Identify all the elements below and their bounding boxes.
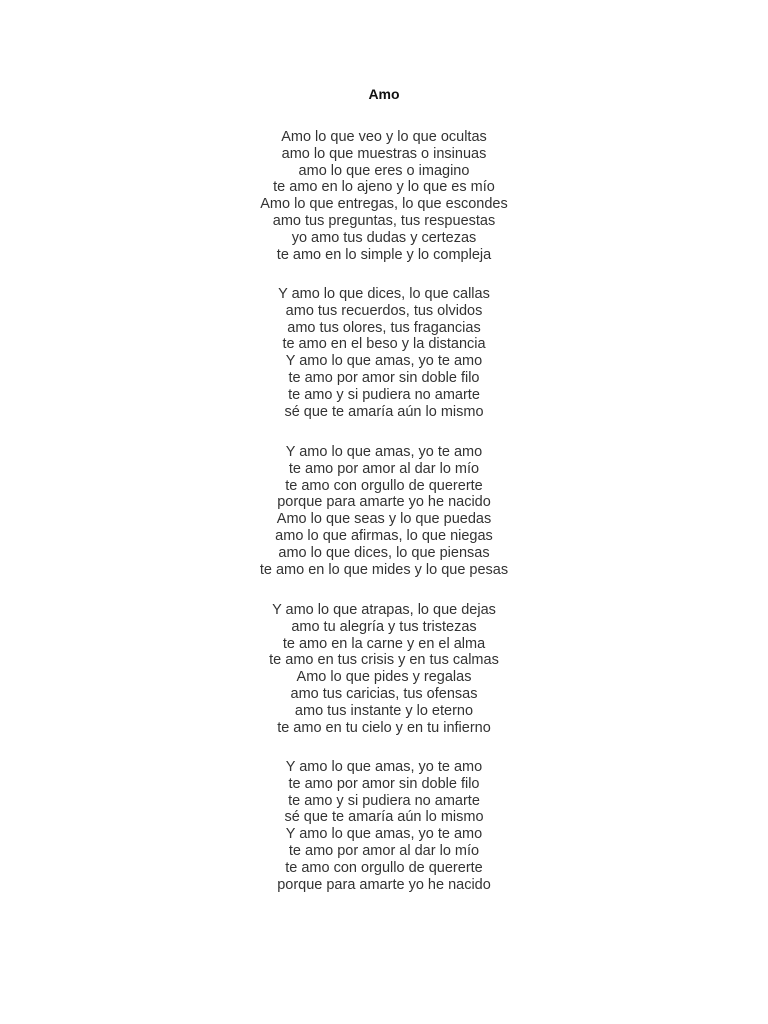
- poem-line: amo tus instante y lo eterno: [294, 702, 474, 719]
- poem-line: Y amo lo que amas, yo te amo: [285, 826, 483, 843]
- poem-line: sé que te amaría aún lo mismo: [284, 809, 484, 826]
- poem-line: Y amo lo que amas, yo te amo: [285, 353, 483, 370]
- poem-line: sé que te amaría aún lo mismo: [284, 403, 484, 420]
- poem-line: te amo por amor al dar lo mío: [288, 842, 480, 859]
- stanza-4: [0, 602, 768, 736]
- poem-line: te amo en lo que mides y lo que pesas: [259, 561, 509, 578]
- poem-line: te amo en la carne y en el alma: [282, 635, 486, 652]
- poem-line: te amo con orgullo de quererte: [285, 477, 483, 494]
- poem-line: Y amo lo que amas, yo te amo: [285, 444, 483, 460]
- stanza-5: [0, 759, 768, 893]
- poem-line: te amo en tus crisis y en tus calmas: [269, 652, 499, 669]
- stanza-2: [0, 286, 768, 420]
- poem-line: amo lo que afirmas, lo que niegas: [275, 527, 493, 544]
- poem-line: porque para amarte yo he nacido: [277, 876, 491, 893]
- poem-line: Amo lo que pides y regalas: [296, 669, 472, 686]
- poem-line: Y amo lo que amas, yo te amo: [285, 759, 483, 775]
- poem-line: amo tus caricias, tus ofensas: [290, 685, 478, 702]
- poem-line: te amo en lo simple y lo compleja: [276, 246, 492, 263]
- poem-line: amo lo que eres o imagino: [298, 162, 470, 179]
- poem-line: amo tus preguntas, tus respuestas: [272, 212, 496, 229]
- poem-line: amo tus olores, tus fragancias: [287, 319, 481, 336]
- poem-line: amo lo que dices, lo que piensas: [278, 544, 490, 561]
- poem-line: amo lo que muestras o insinuas: [281, 145, 487, 162]
- stanza-1: [0, 129, 768, 263]
- poem-line: Amo lo que veo y lo que ocultas: [281, 129, 487, 145]
- poem-line: te amo por amor sin doble filo: [288, 369, 480, 386]
- poem-line: te amo y si pudiera no amarte: [288, 792, 480, 809]
- poem-line: amo tus recuerdos, tus olvidos: [285, 302, 483, 319]
- poem-line: te amo en tu cielo y en tu infierno: [277, 719, 491, 736]
- poem-line: te amo con orgullo de quererte: [285, 859, 483, 876]
- poem-title: Amo: [368, 86, 400, 102]
- poem-line: te amo por amor sin doble filo: [288, 775, 480, 792]
- poem-line: porque para amarte yo he nacido: [277, 494, 491, 511]
- poem-line: Y amo lo que atrapas, lo que dejas: [272, 602, 496, 618]
- poem-line: Amo lo que entregas, lo que escondes: [260, 196, 508, 213]
- stanza-3: [0, 444, 768, 578]
- poem-line: te amo en lo ajeno y lo que es mío: [273, 179, 495, 196]
- poem-line: amo tu alegría y tus tristezas: [291, 618, 477, 635]
- poem-line: te amo por amor al dar lo mío: [288, 460, 480, 477]
- poem-line: Y amo lo que dices, lo que callas: [278, 286, 490, 302]
- poem-line: Amo lo que seas y lo que puedas: [276, 511, 492, 528]
- poem-line: te amo en el beso y la distancia: [282, 336, 486, 353]
- poem-line: yo amo tus dudas y certezas: [291, 229, 477, 246]
- poem-line: te amo y si pudiera no amarte: [288, 386, 480, 403]
